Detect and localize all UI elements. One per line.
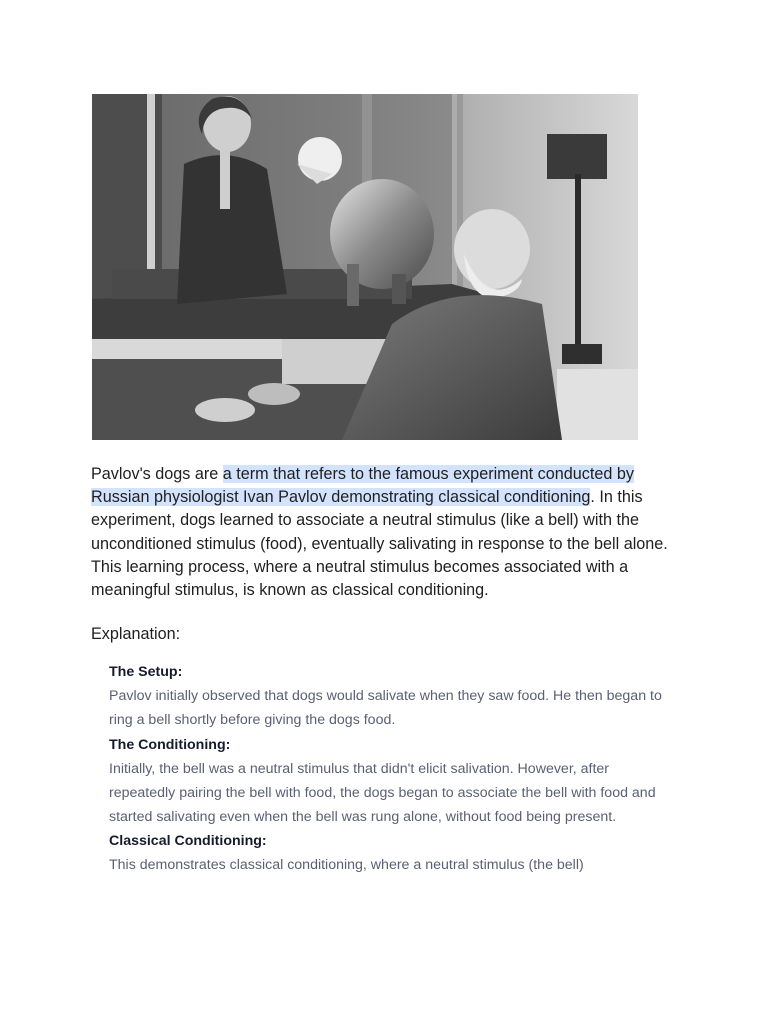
item-body-classical: This demonstrates classical conditioning, where a neutral stimulus (the bell) xyxy=(109,857,584,874)
item-title-classical: Classical Conditioning: xyxy=(109,833,267,850)
intro-text-end: . In this experiment, dogs learned to associate a neutral stimulus (like a bell) with the unconditioned stimulus (food), eventually salivating in response to the bell alone. This learning process, where a neutral stimulus becomes associated with a meaningful stimulus, is known as classical conditioning. xyxy=(91,488,668,600)
intro-text-start: Pavlov's dogs are xyxy=(91,465,223,483)
list-item xyxy=(109,660,674,733)
explanation-heading: Explanation: xyxy=(91,625,181,643)
pavlov-photo xyxy=(92,94,638,440)
explanation-list xyxy=(109,660,674,878)
item-title-conditioning: The Conditioning: xyxy=(109,736,231,753)
highlighted-definition: a term that refers to the famous experiment conducted by Russian physiologist Ivan Pavlov demonstrating classical conditioning xyxy=(91,465,634,507)
item-body-setup: Pavlov initially observed that dogs would salivate when they saw food. He then began to ring a bell shortly before giving the dogs food. xyxy=(109,688,662,729)
intro-paragraph xyxy=(91,463,681,602)
list-item xyxy=(109,733,674,830)
item-body-conditioning: Initially, the bell was a neutral stimulus that didn't elicit salivation. However, after repeatedly pairing the bell with food, the dogs began to associate the bell with food and started salivating even when the bell was rung alone, without food being present. xyxy=(109,760,656,826)
list-item xyxy=(109,829,674,877)
item-title-setup: The Setup: xyxy=(109,664,183,680)
